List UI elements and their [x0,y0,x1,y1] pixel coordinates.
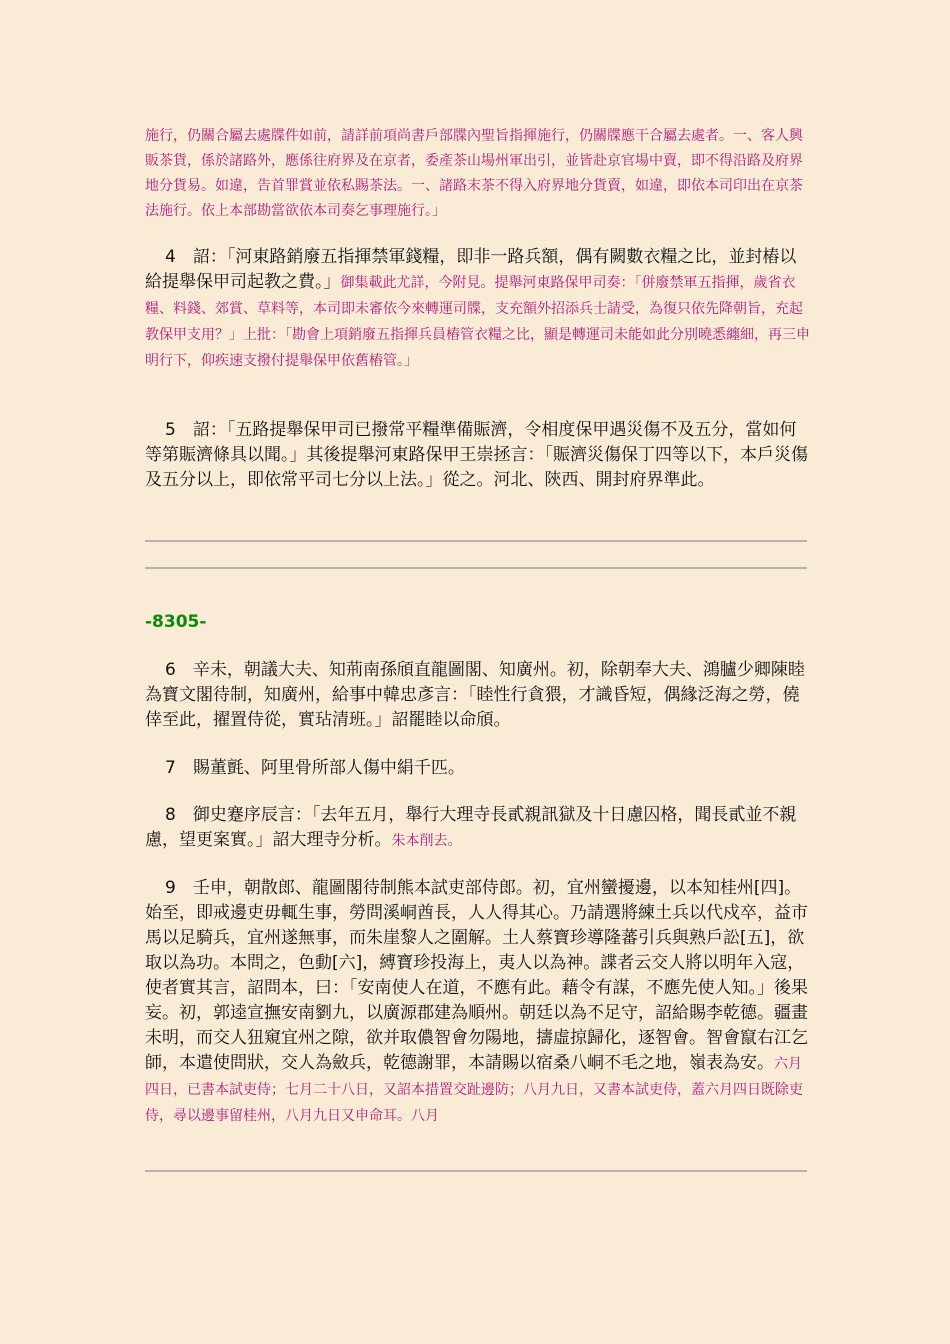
paragraph-main-text: 詔：「河東路銷廢五指揮禁軍錢糧，即非一路兵額，偶有闕數衣糧之比，並封樁以給提舉保甲司起教之費。」 [145,247,797,292]
page-number: -8305- [145,612,207,632]
divider-line [145,567,807,569]
paragraph-number: 6 [165,660,176,680]
paragraph-number: 7 [165,758,176,778]
paragraph-main-text: 壬申，朝散郎、龍圖閣待制熊本試吏部侍郎。初，宜州蠻擾邊，以本知桂州[四]。始至，即戒邊吏毋輒生事，勞問溪峒酋長，人人得其心。乃請選將練土兵以代戍卒，益市馬以足騎兵，宜州遂無事，而朱崖黎人之圍解。土人蔡寶珍導隆蕃引兵與熟戶訟[五]，欲取以為功。本問之，色動[六]，縛寶珍投海上，夷人以為神。諜者云交人將以明年入寇，使者實其言，詔問本，曰：「安南使人在道，不應有此。藉令有謀，不應先使人知。」後果妄。初，郭逵宣撫安南劉九，以廣源郡建為順州。朝廷以為不足守，詔給賜李乾德。疆畫未明，而交人狃窺宜州之隙，欲并取儂智會勿陽地，擣虛掠歸化，逐智會。智會竄右江乞師，本遣使問狀，交人為斂兵，乾德謝罪，本請賜以宿桑八峒不毛之地，嶺表為安。 [145,878,808,1073]
paragraph-note: 御集載此尤詳，今附見。提舉河東路保甲司奏：「併廢禁軍五指揮，歲省衣糧、料錢、郊賞、草料等，本司即未審依今來轉運司牒，支充額外招添兵士請受，為復只依先降朝旨，充起教保甲支用？」上批：「勘會上項銷廢五指揮兵員樁管衣糧之比，顯是轉運司未能如此分別曉悉纏細，再三申明行下，仰疾速支撥付提舉保甲依舊樁管。」 [145,275,810,369]
paragraph-4 [145,245,810,374]
divider-line [145,540,807,542]
paragraph-8 [145,803,810,854]
paragraph-main-text: 辛未，朝議大夫、知荊南孫頎直龍圖閣、知廣州。初，除朝奉大夫、鴻臚少卿陳睦為寶文閣待制，知廣州，給事中韓忠彥言：「睦性行貪猥，才識昏短，偶緣泛海之勞，僥倖至此，擢置侍從，實玷清班。」詔罷睦以命頎。 [145,660,805,730]
paragraph-number: 5 [165,420,176,440]
paragraph-number: 8 [165,805,176,825]
paragraph-9 [145,876,810,1129]
paragraph-note: 六月四日，已書本試吏侍；七月二十八日，又詔本措置交趾邊防；八月九日，又書本試吏侍，蓋六月四日既除吏侍，尋以邊事留桂州，八月九日又申命耳。八月 [145,1056,803,1124]
paragraph-note: 朱本削去。 [391,833,462,849]
paragraph-5 [145,418,810,493]
paragraph-7 [145,756,810,781]
paragraph-6 [145,658,810,733]
paragraph-main-text: 賜董氈、阿里骨所部人傷中絹千匹。 [192,758,465,778]
paragraph-number: 9 [165,878,176,898]
paragraph-number: 4 [165,247,176,267]
paragraph-main-text: 詔：「五路提舉保甲司已撥常平糧準備賑濟，令相度保甲遇災傷不及五分，當如何等第賑濟條具以聞。」其後提舉河東路保甲王崇拯言：「賑濟災傷保丁四等以下，本戶災傷及五分以上，即依常平司七分以上法。」從之。河北、陝西、開封府界準此。 [145,420,808,490]
top-note-paragraph [145,124,810,224]
divider-line [145,1170,807,1172]
paragraph-main-text: 御史蹇序辰言：「去年五月，舉行大理寺長貳親訊獄及十日慮囚格，聞長貳並不親慮，望更案實。」詔大理寺分析。 [145,805,797,850]
top-note-text: 施行，仍關合屬去處牒件如前，請詳前項尚書戶部牒內聖旨指揮施行，仍關牒應干合屬去處者。一、客人興販茶貨，係於諸路外，應係往府界及在京者，委產茶山場州軍出引，並皆赴京官場中賣，即不得沿路及府界地分貨易。如違，告首罪賞並依私賜茶法。一、諸路末茶不得入府界地分貨賣，如違，即依本司印出在京茶法施行。依上本部勘當欲依本司奏乞事理施行。」 [145,128,803,219]
